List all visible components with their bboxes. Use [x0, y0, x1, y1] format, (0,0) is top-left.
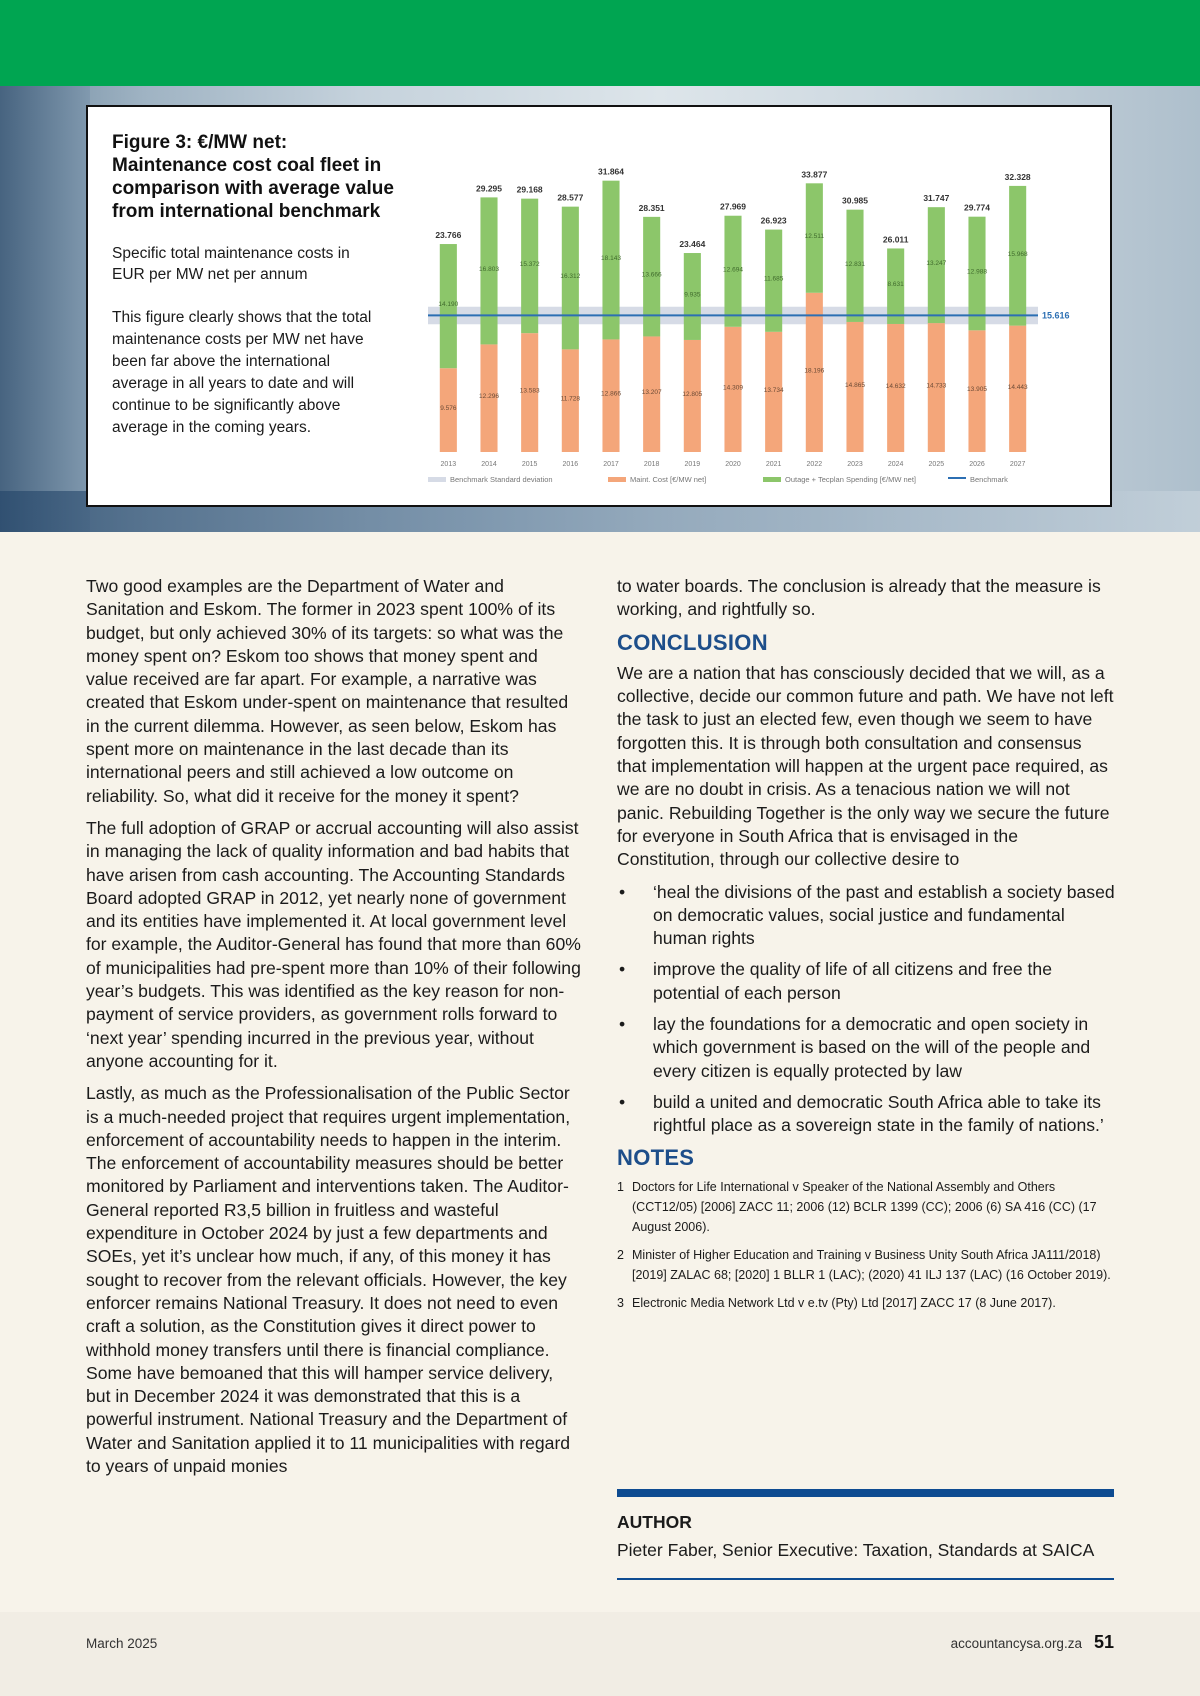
legend-swatch — [428, 477, 446, 482]
footer-right — [951, 1632, 1114, 1653]
outage-value-label: 12.831 — [845, 260, 865, 268]
right-column — [617, 575, 1115, 1321]
list-item: • build a united and democratic South Africa able to take its rightful place as a sovereign state in the family of nations.’ — [619, 1091, 1104, 1136]
figure-title: Figure 3: €/MW net: Maintenance cost coal fleet in comparison with average value from international benchmark — [112, 132, 394, 222]
footer — [0, 1612, 1200, 1696]
constitution-list — [617, 881, 1115, 1138]
x-tick-label: 2013 — [440, 461, 457, 468]
figure-description: This figure clearly shows that the total maintenance costs per MW net have been far above the international average in all years to date and will continue to be significantly above average in the coming years. — [112, 309, 372, 436]
total-label: 23.464 — [679, 239, 706, 250]
x-tick-label: 2019 — [684, 461, 701, 468]
outage-value-label: 14.190 — [438, 301, 459, 309]
x-tick-label: 2014 — [481, 461, 497, 468]
outage-value-label: 9.935 — [684, 291, 701, 299]
outage-value-label: 8.631 — [887, 281, 904, 289]
total-label: 23.766 — [435, 230, 462, 241]
total-label: 26.923 — [760, 215, 787, 226]
total-label: 29.774 — [964, 202, 990, 213]
x-tick-label: 2025 — [928, 461, 945, 468]
total-label: 28.577 — [557, 192, 584, 203]
outage-value-label: 13.666 — [641, 271, 662, 279]
maint-value-label: 14.632 — [885, 382, 906, 390]
maint-value-label: 13.734 — [763, 386, 784, 394]
total-label: 30.985 — [842, 195, 868, 206]
maint-value-label: 12.296 — [479, 393, 499, 401]
website-link[interactable]: accountancysa.org.za — [950, 1636, 1082, 1651]
list-item: • lay the foundations for a democratic and open society in which government is based on the will of the people and every citizen is equally protected by law — [619, 1014, 1091, 1081]
x-tick-label: 2027 — [1009, 461, 1026, 468]
list-item: • ‘heal the divisions of the past and establish a society based on democratic values, social justice and fundamental human rights — [619, 881, 1115, 949]
total-label: 28.351 — [638, 202, 665, 213]
x-tick-label: 2017 — [603, 461, 619, 468]
top-color-band — [0, 0, 1200, 86]
note-item: 1 Doctors for Life International v Speaker of the National Assembly and Others (CCT12/05) [2006] ZACC 11; 2006 (12) BCLR 1399 (CC); 2006 (6) SA 416 (CC) (17 August 2006). — [617, 1179, 1097, 1234]
note-item: 2 Minister of Higher Education and Training v Business Unity South Africa JA111/2018) [2019] ZALAC 68; [2020] 1 BLLR 1 (LAC); (2020) 41 ILJ 137 (LAC) (16 October 2019). — [617, 1247, 1111, 1282]
maint-value-label: 11.728 — [560, 395, 581, 403]
maint-value-label: 12.866 — [601, 390, 621, 398]
paragraph: to water boards. The conclusion is already that the measure is working, and rightfully so. — [617, 576, 1101, 620]
legend-label: Benchmark Standard deviation — [450, 475, 553, 484]
page-number: 51 — [1093, 1632, 1114, 1652]
paragraph: Two good examples are the Department of Water and Sanitation and Eskom. The former in 2023 spent 100% of its budget, but only achieved 30% of its targets: so what was the money spent on? Eskom too shows that money spent and value received are far apart. For example, a narrative was created that Eskom under-spent on maintenance that resulted in the current dilemma. However, as seen below, Eskom has spent more on maintenance in the last decade than its international peers and still achieved a low outcome on reliability. So, what did it receive for the money it spent? — [86, 576, 569, 806]
outage-value-label: 13.247 — [926, 260, 947, 268]
maint-value-label: 13.583 — [519, 387, 540, 395]
total-label: 27.969 — [720, 201, 746, 212]
maint-value-label: 14.733 — [926, 382, 947, 390]
total-label: 33.877 — [801, 169, 828, 180]
outage-value-label: 16.803 — [479, 265, 499, 273]
total-label: 32.328 — [1004, 171, 1031, 182]
maint-value-label: 13.905 — [967, 386, 987, 394]
note-item: 3 Electronic Media Network Ltd v e.tv (Pty) Ltd [2017] ZACC 17 (8 June 2017). — [617, 1295, 1056, 1310]
total-label: 26.011 — [882, 234, 909, 245]
notes-list — [617, 1177, 1115, 1313]
figure-3-box — [86, 105, 1112, 507]
maint-value-label: 18.196 — [804, 367, 825, 375]
author-name: Pieter Faber, Senior Executive: Taxation, Standards at SAICA — [617, 1540, 1095, 1560]
author-divider-thick — [617, 1489, 1114, 1497]
outage-value-label: 15.372 — [519, 260, 540, 268]
legend-swatch — [608, 477, 626, 482]
outage-value-label: 12.511 — [804, 233, 825, 241]
maint-value-label: 12.805 — [682, 390, 703, 398]
maint-value-label: 14.443 — [1007, 383, 1028, 391]
total-label: 31.747 — [923, 193, 950, 204]
x-tick-label: 2022 — [806, 461, 823, 468]
x-tick-label: 2018 — [643, 461, 660, 468]
author-divider-thin — [617, 1578, 1114, 1580]
x-tick-label: 2023 — [847, 461, 863, 468]
x-tick-label: 2026 — [969, 461, 985, 468]
outage-value-label: 15.968 — [1007, 250, 1028, 258]
maint-value-label: 13.207 — [641, 389, 662, 397]
list-item: • improve the quality of life of all citizens and free the potential of each person — [619, 959, 1053, 1003]
notes-heading: NOTES — [617, 1144, 695, 1170]
paragraph: Lastly, as much as the Professionalisation of the Public Sector is a much-needed project that requires urgent implementation, enforcement of accountability needs to happen in the interim. The enforcement of accountability measures should be better monitored by Parliament and interventions taken. The Auditor-General reported R3,5 billion in fruitless and wasteful expenditure in October 2024 by just a few departments and SOEs, yet it’s unclear how much, if any, of this money it has sought to recover from the relevant officials. However, the key enforcer remains National Treasury. It does not need to even craft a solution, as the Constitution gives it direct power to withhold money transfers until there is financial compliance. Some have bemoaned that this will hamper service delivery, but in December 2024 it was demonstrated that this is a powerful instrument. National Treasury and the Department of Water and Sanitation applied it to 11 municipalities with regard to years of unpaid monies — [86, 1083, 571, 1476]
total-label: 29.295 — [476, 183, 502, 194]
outage-value-label: 11.685 — [763, 275, 784, 283]
maint-value-label: 14.865 — [845, 381, 865, 389]
maint-value-label: 9.576 — [440, 405, 457, 413]
outage-value-label: 16.312 — [560, 273, 581, 281]
issue-date: March 2025 — [86, 1636, 158, 1651]
legend-swatch — [763, 477, 781, 482]
legend-label: Maint. Cost [€/MW net] — [630, 475, 707, 484]
maint-value-label: 14.309 — [723, 384, 743, 392]
x-tick-label: 2016 — [562, 461, 579, 468]
figure-subtitle: Specific total maintenance costs in EUR per MW net per annum — [112, 245, 350, 283]
x-tick-label: 2024 — [887, 461, 904, 468]
total-label: 29.168 — [516, 184, 543, 195]
paragraph: The full adoption of GRAP or accrual accounting will also assist in managing the lack of quality information and bad habits that have arisen from cash accounting. The Accounting Standards Board adopted GRAP in 2012, yet nearly none of government and its entities have implemented it. At local government level for example, the Auditor-General has found that more than 60% of municipalities had pre-spent more than 10% of their following year’s budgets. This was identified as the key reason for non-payment of service providers, as government rolls forward to ‘next year’ spending incurred in the previous year, without anyone accounting for it. — [86, 817, 581, 1071]
x-tick-label: 2020 — [725, 461, 741, 468]
total-label: 31.864 — [598, 166, 624, 177]
paragraph: We are a nation that has consciously decided that we will, as a collective, decide our common future and path. We have not left the task to just an elected few, even though we seem to have forgotten this. It is through both consultation and consensus that implementation will happen at the urgent pace required, as we are no doubt in crisis. As a tenacious nation we will not panic. Rebuilding Together is the only way we secure the future for everyone in South Africa that is envisaged in the Constitution, through our collective desire to — [617, 662, 1114, 870]
outage-value-label: 12.988 — [967, 268, 987, 276]
outage-value-label: 18.143 — [601, 255, 621, 263]
x-tick-label: 2015 — [521, 461, 538, 468]
legend-label: Outage + Tecplan Spending [€/MW net] — [785, 475, 916, 484]
x-tick-label: 2021 — [765, 461, 782, 468]
legend-label: Benchmark — [970, 475, 1008, 484]
author-heading: AUTHOR — [617, 1512, 692, 1532]
outage-value-label: 12.694 — [723, 266, 743, 274]
conclusion-heading: CONCLUSION — [617, 629, 768, 655]
left-column — [86, 575, 582, 1487]
maintenance-cost-chart — [388, 127, 1108, 507]
benchmark-label: 15.616 — [1042, 310, 1070, 321]
legend-swatch — [948, 477, 966, 479]
